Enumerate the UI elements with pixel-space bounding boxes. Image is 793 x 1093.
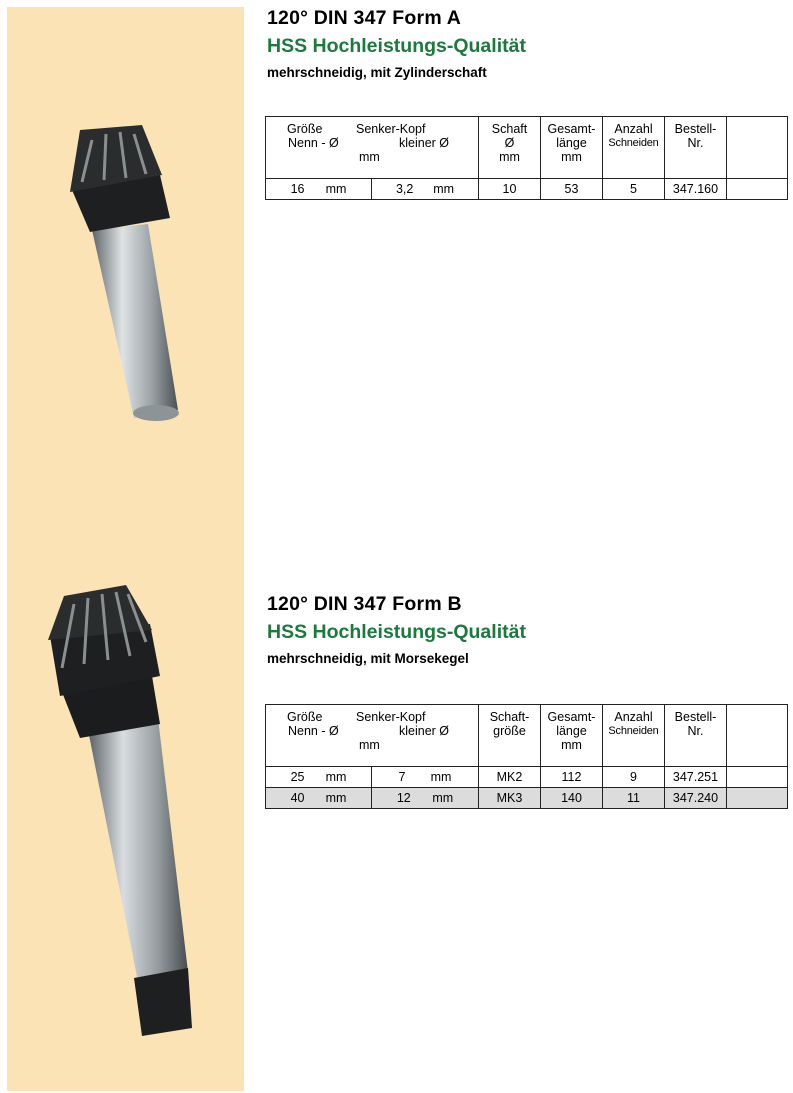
header-schaft-l2: größe [493, 724, 526, 738]
header-mm: mm [359, 150, 380, 164]
header-bestell-nr [665, 705, 727, 767]
countersink-form-b-image [30, 580, 220, 1050]
cell-empty [727, 767, 788, 788]
table-row [266, 767, 788, 788]
section-form-a [267, 6, 787, 83]
cell-schaft: 10 [479, 179, 541, 200]
section-b-description: mehrschneidig, mit Morsekegel [267, 651, 469, 666]
header-senker-kopf-label: Senker-Kopf [356, 122, 426, 136]
header-anzahl-l1: Anzahl [614, 122, 653, 136]
header-bestell-l1: Bestell- [674, 122, 717, 136]
cell-kleiner [372, 179, 479, 200]
nenn-value: 25 [290, 770, 305, 784]
header-bestell-l2: Nr. [687, 136, 704, 150]
header-schaft-l1: Schaft [491, 122, 528, 136]
header-empty [727, 117, 788, 179]
kleiner-unit: mm [430, 770, 452, 784]
header-senker-kopf-label: Senker-Kopf [356, 710, 426, 724]
cell-empty [727, 788, 788, 809]
section-b-title: 120° DIN 347 Form B [267, 593, 462, 615]
section-a-title: 120° DIN 347 Form A [267, 7, 462, 29]
header-anzahl-l2: Schneiden [608, 725, 659, 737]
cell-schneiden: 5 [603, 179, 665, 200]
header-empty [727, 705, 788, 767]
kleiner-value: 12 [396, 791, 411, 805]
header-bestell-l2: Nr. [687, 724, 704, 738]
table-row [266, 179, 788, 200]
cell-schneiden: 11 [603, 788, 665, 809]
header-groesse: Größe [287, 710, 323, 724]
header-schaft-l1: Schaft- [489, 710, 530, 724]
cell-bestell-nr: 347.160 [665, 179, 727, 200]
header-laenge-l2: länge [556, 724, 587, 738]
header-schaft [479, 117, 541, 179]
header-laenge-l3: mm [561, 150, 582, 164]
header-laenge-l1: Gesamt- [547, 122, 596, 136]
kleiner-value: 7 [398, 770, 406, 784]
nenn-unit: mm [325, 791, 347, 805]
section-a-description: mehrschneidig, mit Zylinderschaft [267, 65, 487, 80]
header-anzahl-schneiden [603, 705, 665, 767]
cell-bestell-nr: 347.240 [665, 788, 727, 809]
table-row [266, 788, 788, 809]
cell-nenn [266, 179, 372, 200]
cell-empty [727, 179, 788, 200]
kleiner-unit: mm [433, 182, 455, 196]
cell-schaft: MK3 [479, 788, 541, 809]
header-bestell-nr [665, 117, 727, 179]
cell-laenge: 53 [541, 179, 603, 200]
header-senker-kopf [266, 117, 479, 179]
header-laenge-l1: Gesamt- [547, 710, 596, 724]
header-bestell-l1: Bestell- [674, 710, 717, 724]
header-kleiner: kleiner Ø [399, 136, 450, 150]
header-schaft-l3: mm [499, 150, 520, 164]
header-anzahl-schneiden [603, 117, 665, 179]
section-form-b [267, 592, 787, 669]
cell-bestell-nr: 347.251 [665, 767, 727, 788]
nenn-value: 40 [290, 791, 305, 805]
countersink-form-a-image [30, 120, 210, 430]
cell-laenge: 140 [541, 788, 603, 809]
cell-schaft: MK2 [479, 767, 541, 788]
section-b-subtitle: HSS Hochleistungs-Qualität [267, 621, 526, 643]
cell-laenge: 112 [541, 767, 603, 788]
cell-kleiner [372, 788, 479, 809]
section-a-subtitle: HSS Hochleistungs-Qualität [267, 35, 526, 57]
header-gesamtlaenge [541, 117, 603, 179]
cell-schneiden: 9 [603, 767, 665, 788]
header-laenge-l3: mm [561, 738, 582, 752]
spec-table-form-b [265, 704, 788, 809]
cell-nenn [266, 767, 372, 788]
header-mm: mm [359, 738, 380, 752]
header-laenge-l2: länge [556, 136, 587, 150]
header-nenn: Nenn - Ø [288, 136, 339, 150]
header-kleiner: kleiner Ø [399, 724, 450, 738]
nenn-unit: mm [325, 770, 347, 784]
header-groesse: Größe [287, 122, 323, 136]
cell-nenn [266, 788, 372, 809]
kleiner-value: 3,2 [395, 182, 414, 196]
header-nenn: Nenn - Ø [288, 724, 339, 738]
cell-kleiner [372, 767, 479, 788]
spec-table-form-a [265, 116, 788, 200]
nenn-value: 16 [290, 182, 305, 196]
nenn-unit: mm [325, 182, 347, 196]
header-senker-kopf [266, 705, 479, 767]
header-anzahl-l1: Anzahl [614, 710, 653, 724]
header-gesamtlaenge [541, 705, 603, 767]
header-anzahl-l2: Schneiden [608, 137, 659, 149]
header-schaftgroesse [479, 705, 541, 767]
kleiner-unit: mm [432, 791, 454, 805]
header-schaft-l2: Ø [504, 136, 515, 150]
